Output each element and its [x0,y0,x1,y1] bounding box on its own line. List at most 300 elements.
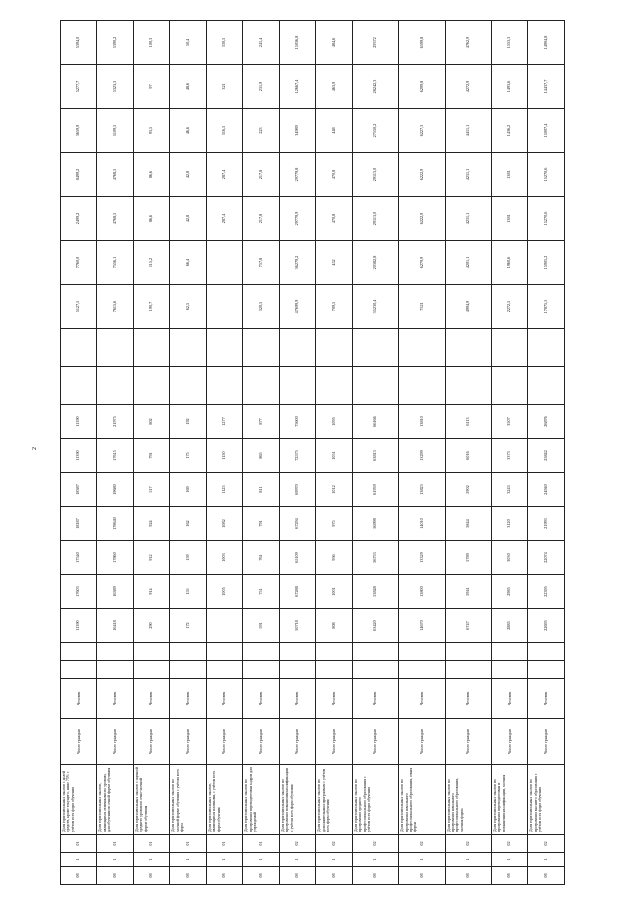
table-cell: 5323,3 [97,65,133,109]
table-cell: 7521 [399,285,445,329]
table-cell [492,367,528,405]
table-cell: 811 [243,473,279,507]
table-cell: 4272,9 [445,65,491,109]
table-cell [528,661,565,679]
table-cell: 18387 [61,473,97,507]
table-cell: Доля горизонтальных заказов, являющихся платными, с учётом всех форм обучения [206,765,242,835]
table-cell: 11390 [61,439,97,473]
table-cell: 808 [316,609,352,643]
table-cell: 5277,7 [61,65,97,109]
table-cell: 1 [316,853,352,867]
table-cell: 66166 [352,405,398,439]
table-cell: 13810 [399,405,445,439]
table-cell: 56753 [352,541,398,575]
rotated-table-container [60,35,565,885]
table-cell: Человек [316,679,352,719]
table-cell: Доля горизонтальных заказов с долей средств, кроме текущего, ниже 75% с учётом всех форм обучения [61,765,97,835]
table-cell: 316,5 [206,109,242,153]
table-cell [399,329,445,367]
table-cell: Число граждан [97,719,133,765]
table-cell: Доля горизонтальных заказов по программам переподготовки кадров для учреждений [243,765,279,835]
table-cell: 08 [316,867,352,885]
table-cell: 914 [133,575,169,609]
table-cell: 2499,2 [61,197,97,241]
table-cell: 231,9 [243,65,279,109]
table-cell: 1960,6 [492,241,528,285]
table-cell: 975 [316,507,352,541]
table-cell: 02 [492,835,528,853]
table-cell: 192 [170,405,206,439]
table-cell: 08 [133,867,169,885]
table-cell: 3507 [492,405,528,439]
table-cell: 86,6 [133,197,169,241]
table-cell: 178640 [97,507,133,541]
table-cell: 26876 [528,405,565,439]
table-cell: Число граждан [279,719,315,765]
table-cell [243,329,279,367]
table-cell [61,329,97,367]
table-cell: 6599,8 [399,21,445,65]
table-cell: 463,9 [316,65,352,109]
table-cell: Доля горизонтальных заказов по программам высшего образования с учётом всех форм обучения [528,765,565,835]
table-cell: 3373 [492,439,528,473]
table-cell: 287,4 [206,197,242,241]
table-cell [206,285,242,329]
table-cell: 115,2 [133,241,169,285]
table-cell: 1 [61,853,97,867]
table-cell [97,329,133,367]
table-cell: 452 [316,241,352,285]
table-cell: 1 [133,853,169,867]
table-cell: 20382,8 [352,241,398,285]
table-cell [316,329,352,367]
table-cell: 15270,6 [528,197,565,241]
table-cell [399,643,445,661]
table-cell: 2272,5 [492,285,528,329]
table-cell: 67294 [279,507,315,541]
table-cell: 1 [352,853,398,867]
table-cell: Человек [243,679,279,719]
table-cell [528,643,565,661]
table-cell: 15056,8 [279,21,315,65]
table-cell: Доля горизонтальных заказов по программам начального профессионального образования, очная форма [399,765,445,835]
table-cell: 35230,4 [352,285,398,329]
table-cell: 25842 [528,439,565,473]
table-cell: 14670 [399,609,445,643]
table-cell: 8499,2 [61,153,97,197]
table-cell: 1 [399,853,445,867]
table-cell: 01 [61,835,97,853]
table-cell: 1 [243,853,279,867]
table-cell: 08 [279,867,315,885]
table-cell: 1 [170,853,206,867]
table-cell [445,643,491,661]
table-cell: 155 [170,575,206,609]
table-cell: 6222,9 [399,153,445,197]
table-cell: 5902 [445,473,491,507]
table-cell: 470,8 [316,197,352,241]
table-cell: 14010 [399,507,445,541]
table-cell [445,367,491,405]
table-row [492,21,528,885]
table-cell: 18187 [61,507,97,541]
table-cell [61,367,97,405]
table-cell: 1 [279,853,315,867]
table-cell: 1082 [206,507,242,541]
table-cell: 63813 [352,439,398,473]
table-cell [61,643,97,661]
table-cell: 4768,5 [97,153,133,197]
table-cell: 6113 [445,405,491,439]
table-cell [445,661,491,679]
table-cell [97,643,133,661]
table-cell [352,643,398,661]
table-cell: 47699,9 [279,285,315,329]
page-number: 2 [32,447,38,450]
table-cell: 3659,9 [61,109,97,153]
table-cell: 08 [445,867,491,885]
table-cell: Человек [133,679,169,719]
table-cell: 172 [170,609,206,643]
table-cell: 72575 [279,439,315,473]
table-cell: 1012 [316,473,352,507]
table-cell: 02 [352,835,398,853]
table-cell: 1 [97,853,133,867]
table-cell [206,241,242,285]
table-cell [133,329,169,367]
table-cell: Человек [445,679,491,719]
table-cell: 4231,1 [445,153,491,197]
table-cell: Человек [61,679,97,719]
table-cell [316,661,352,679]
table-cell: Человек [528,679,565,719]
table-cell: 877 [243,405,279,439]
table-cell: Число граждан [528,719,565,765]
table-cell: 28242,3 [352,65,398,109]
table-cell: 08 [528,867,565,885]
table-cell: 11390 [61,609,97,643]
table-cell [97,367,133,405]
table-cell: 517 [133,473,169,507]
table-cell: 08 [399,867,445,885]
table-cell [279,367,315,405]
table-cell [279,643,315,661]
table-cell: 15270,6 [528,153,565,197]
table-cell: 08 [492,867,528,885]
table-cell: 5394,0 [61,21,97,65]
table-cell: Доля горизонтальных заказов по заочной форме обучения с учётом всех форм [170,765,206,835]
table-cell: Доля горизонтальных заказов по программам повышения квалификации с учётом всех форм обучения [279,765,315,835]
table-row [528,21,565,885]
table-cell: 791 [133,439,169,473]
table-cell: 67288 [279,575,315,609]
table-cell: 5844 [445,507,491,541]
table-cell: 02 [316,835,352,853]
table-cell: 956 [316,541,352,575]
table-cell: 65109 [279,541,315,575]
table-cell: 190,7 [133,285,169,329]
table-cell [492,643,528,661]
table-row [279,21,315,885]
table-cell [170,367,206,405]
table-cell: 16418 [97,609,133,643]
table-cell: 4411,1 [445,109,491,153]
table-cell: 08 [352,867,398,885]
table-cell: 14904,8 [528,21,565,65]
table-cell [279,661,315,679]
table-cell: 56998 [352,507,398,541]
table-cell: 6016 [445,439,491,473]
table-cell [352,329,398,367]
table-cell: 1553,3 [492,21,528,65]
table-cell: 02 [528,835,565,853]
table-cell: 5390,2 [97,21,133,65]
table-cell: Число граждан [445,719,491,765]
table-row [133,21,169,885]
table-cell: 53848 [352,575,398,609]
table-cell: 1 [528,853,565,867]
table-cell: 2985 [492,575,528,609]
table-cell: 217,8 [243,197,279,241]
table-cell [243,643,279,661]
table-cell: Число граждан [352,719,398,765]
table-cell: 08 [243,867,279,885]
table-cell: 15007,4 [528,109,565,153]
table-cell: 36279,2 [279,241,315,285]
table-cell: 4994,9 [445,285,491,329]
table-cell: 100,3 [133,21,169,65]
table-cell: 912 [133,541,169,575]
table-cell: 791 [243,507,279,541]
table-cell: Человек [492,679,528,719]
table-cell: 75600 [279,405,315,439]
table-cell [316,367,352,405]
table-cell: 761 [243,541,279,575]
table-cell: 29779,8 [279,153,315,197]
table-cell: 46,6 [170,109,206,153]
table-cell: 7760,0 [61,241,97,285]
table-cell: 865 [243,439,279,473]
table-cell: 1 [445,853,491,867]
table-cell: Доля горизонтальных заказов по программам начального профессионального образования, заочная форма [445,765,491,835]
table-cell: Человек [279,679,315,719]
table-cell: 62,5 [170,285,206,329]
table-row [170,21,206,885]
table-cell: 1 [206,853,242,867]
table-cell: 1381 [492,153,528,197]
table-cell: 6279,9 [399,241,445,285]
table-row [445,21,491,885]
table-cell: 17860 [97,541,133,575]
table-row [206,21,242,885]
table-cell: 21975 [97,405,133,439]
table-cell [243,661,279,679]
table-cell: 17875,5 [528,285,565,329]
table-cell: 13823 [399,473,445,507]
table-cell: 11390 [61,405,97,439]
table-cell: 7556,1 [97,241,133,285]
table-cell: 93,5 [133,109,169,153]
table-cell: 08 [206,867,242,885]
table-cell: 3030 [492,541,528,575]
table-cell: 223 [243,109,279,153]
table-cell [133,643,169,661]
table-cell [399,367,445,405]
table-cell: 6747 [445,609,491,643]
table-cell: 6227,3 [399,109,445,153]
table-cell: 08 [61,867,97,885]
table-cell: 29113,0 [352,153,398,197]
table-cell: 17540 [61,541,97,575]
table-cell: 1150 [206,439,242,473]
table-cell: 01 [170,835,206,853]
table-cell: 6299,8 [399,65,445,109]
table-row [97,21,133,885]
table-cell: 02 [279,835,315,853]
table-cell [399,661,445,679]
table-cell [492,661,528,679]
table-cell: 34989 [279,109,315,153]
table-cell: Число граждан [170,719,206,765]
table-cell: 08 [170,867,206,885]
table-cell: Число граждан [243,719,279,765]
table-cell: 50,4 [170,21,206,65]
table-cell: 159 [170,541,206,575]
table-cell: 17603 [61,575,97,609]
table-cell: Число граждан [206,719,242,765]
table-cell [206,367,242,405]
table-cell: 01 [206,835,242,853]
table-cell: 924 [133,507,169,541]
table-cell: 22695 [528,609,565,643]
table-cell [445,329,491,367]
table-cell: 321 [206,65,242,109]
table-cell: 1436,2 [492,109,528,153]
table-cell: Доля горизонтальных заказов по программам среднего профессионального образования с учётом всех форм обучения [352,765,398,835]
table-cell: 4201,1 [445,241,491,285]
table-cell: 01 [133,835,169,853]
table-cell: 15905,2 [528,241,565,285]
table-cell: 50718 [279,609,315,643]
table-cell: 330,5 [206,21,242,65]
table-cell: 175 [170,439,206,473]
table-row [399,21,445,885]
table-cell: Доля горизонтальных заказов по программам переподготовки и повышения квалификации, заочная [492,765,528,835]
table-cell: 484,6 [316,21,352,65]
table-cell: Человек [352,679,398,719]
table-cell [206,609,242,643]
table-cell: 1051 [316,439,352,473]
table-cell: 290 [133,609,169,643]
table-cell: 27550,2 [352,109,398,153]
table-row [352,21,398,885]
table-cell [133,661,169,679]
table-cell: 1 [492,853,528,867]
table-cell [206,643,242,661]
table-cell: 69970 [279,473,315,507]
table-cell: 01 [243,835,279,853]
table-cell [170,329,206,367]
table-cell: 63420 [352,609,398,643]
table-cell: 162 [170,507,206,541]
table-cell: 29779,9 [279,197,315,241]
table-cell: 4231,1 [445,197,491,241]
table-cell: 1095 [316,405,352,439]
table-cell: 1381 [492,197,528,241]
table-cell: Человек [97,679,133,719]
table-cell: 448 [316,109,352,153]
table-cell: 1277 [206,405,242,439]
table-cell: Доля горизонтальных заказов, являющихся отличными по уровню, для обучения по очной форме обучения [97,765,133,835]
table-cell: 7615,6 [97,285,133,329]
table-cell [243,367,279,405]
table-cell: 5127,5 [61,285,97,329]
table-cell: 241,4 [243,21,279,65]
table-cell: Число граждан [399,719,445,765]
table-cell: 08 [97,867,133,885]
table-cell: 02 [399,835,445,853]
table-cell: 802 [133,405,169,439]
table-cell: 02 [445,835,491,853]
table-cell [133,367,169,405]
table-cell [61,661,97,679]
table-cell: 2885 [492,609,528,643]
table-row [243,21,279,885]
table-cell: 1125 [206,473,242,507]
table-cell: 751 [243,575,279,609]
table-cell: 29113,0 [352,197,398,241]
table-cell: 217,8 [243,153,279,197]
table-cell: Доля горизонтальных заказов с оценкой среднего уровня по очно-заочной форме обучения [133,765,169,835]
budget-table [60,20,565,885]
table-cell: Число граждан [316,719,352,765]
table-cell: 3120 [492,507,528,541]
table-cell: 1003 [206,541,242,575]
table-cell [352,661,398,679]
table-cell: 29372 [352,21,398,65]
table-cell: 3243 [492,473,528,507]
table-cell: 22074 [528,541,565,575]
table-cell: 169 [170,473,206,507]
table-cell: 4768,5 [97,197,133,241]
table-cell: 6222,9 [399,197,445,241]
table-cell: 48,6 [170,65,206,109]
table-cell: Человек [206,679,242,719]
table-cell: 86,6 [133,153,169,197]
table-cell: 1493,6 [492,65,528,109]
table-cell: 61939 [352,473,398,507]
table-cell: 66,4 [170,241,206,285]
table-cell: 17615 [97,439,133,473]
table-cell [352,367,398,405]
table-cell: 591 [243,609,279,643]
table-cell [206,329,242,367]
table-cell: 13329 [399,541,445,575]
table-row [61,21,97,885]
table-cell: 42,8 [170,153,206,197]
table-cell: Число граждан [133,719,169,765]
table-cell [528,329,565,367]
table-cell: 16389 [97,575,133,609]
table-cell: 19680 [97,473,133,507]
table-row [316,21,352,885]
table-cell: 1001 [316,575,352,609]
table-cell: 757,8 [243,241,279,285]
table-cell [170,643,206,661]
table-cell: 24940 [528,473,565,507]
table-cell: 5789 [445,541,491,575]
table-cell: Человек [170,679,206,719]
